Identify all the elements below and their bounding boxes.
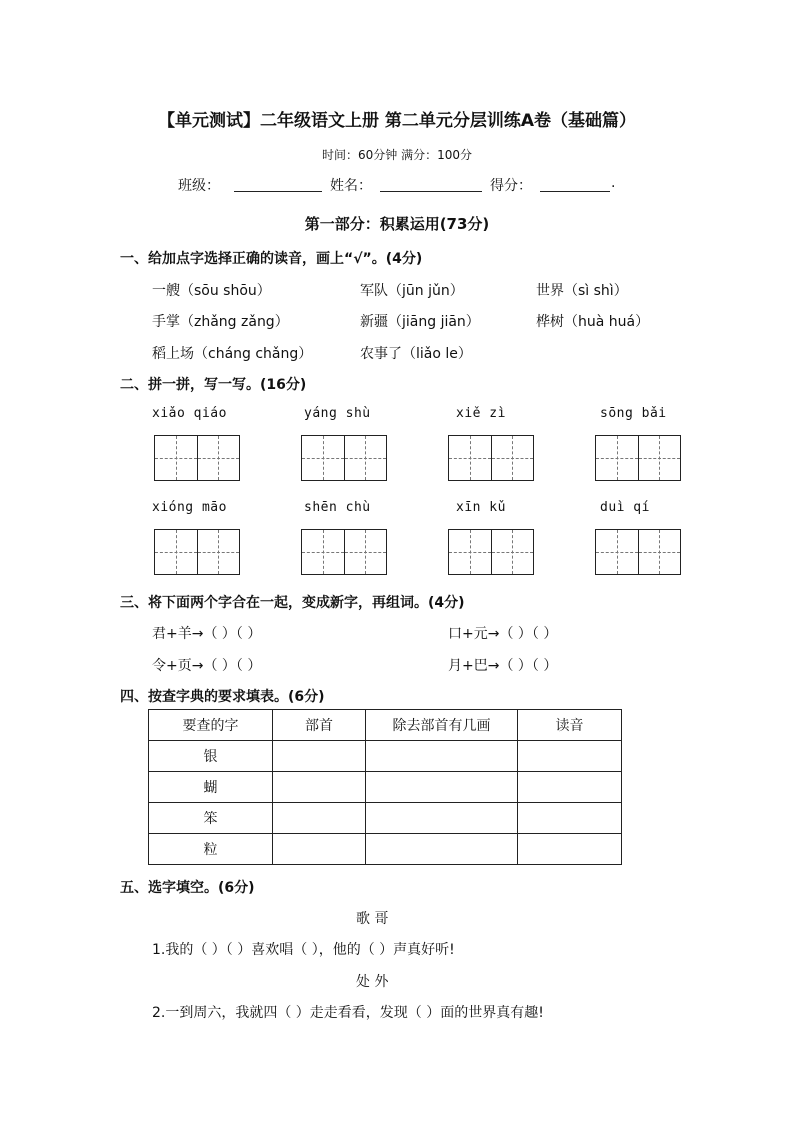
pinyin-prompt: yáng shù [304, 406, 371, 421]
writing-grid[interactable] [154, 435, 240, 481]
pinyin-prompt: duì qí [600, 500, 650, 515]
pinyin-prompt: shēn chù [304, 500, 371, 515]
q3-item[interactable]: 口+元→（ ）（ ） [448, 626, 558, 642]
q3-item[interactable]: 令+页→（ ）（ ） [152, 658, 262, 674]
class-label: 班级： [178, 178, 220, 194]
table-cell-blank[interactable] [518, 834, 622, 865]
name-label: 姓名： [330, 178, 372, 194]
table-cell-blank[interactable] [273, 741, 366, 772]
table-header: 读音 [518, 710, 622, 741]
table-row [149, 834, 622, 865]
table-cell-blank[interactable] [273, 834, 366, 865]
exam-time-info: 时间：60分钟 满分：100分 [322, 148, 472, 162]
end-mark: . [611, 175, 616, 191]
q1-item[interactable]: 农事了（liǎo le） [360, 346, 472, 362]
q5-choices: 歌 哥 [356, 911, 389, 927]
writing-grid[interactable] [595, 529, 681, 575]
pinyin-prompt: sōng bǎi [600, 406, 667, 421]
q4-title: 四、按查字典的要求填表。(6分) [120, 689, 325, 705]
writing-grid[interactable] [448, 435, 534, 481]
table-cell-char: 蝴 [149, 772, 273, 803]
q1-item[interactable]: 新疆（jiāng jiān） [360, 314, 480, 330]
q2-title: 二、拼一拼，写一写。(16分) [120, 377, 307, 393]
table-cell-blank[interactable] [366, 834, 518, 865]
q5-choices: 处 外 [356, 974, 389, 990]
score-blank[interactable] [540, 177, 610, 192]
table-cell-blank[interactable] [366, 741, 518, 772]
pinyin-prompt: xióng māo [152, 500, 227, 515]
class-blank[interactable] [234, 177, 322, 192]
writing-grid[interactable] [301, 529, 387, 575]
q1-item[interactable]: 手掌（zhǎng zǎng） [152, 314, 289, 330]
score-label: 得分： [490, 178, 532, 194]
writing-grid[interactable] [301, 435, 387, 481]
q3-item[interactable]: 君+羊→（ ）（ ） [152, 626, 262, 642]
name-blank[interactable] [380, 177, 482, 192]
table-row [149, 772, 622, 803]
table-cell-char: 银 [149, 741, 273, 772]
q3-item[interactable]: 月+巴→（ ）（ ） [448, 658, 558, 674]
q5-sentence[interactable]: 2.一到周六，我就四（ ）走走看看，发现（ ）面的世界真有趣! [152, 1005, 544, 1021]
pinyin-prompt: xīn kǔ [456, 500, 506, 515]
page-title: 【单元测试】二年级语文上册 第二单元分层训练A卷（基础篇） [157, 111, 637, 131]
q1-item[interactable]: 世界（sì shì） [536, 283, 628, 299]
writing-grid[interactable] [595, 435, 681, 481]
q3-title: 三、将下面两个字合在一起，变成新字，再组词。(4分) [120, 595, 465, 611]
table-cell-char: 粒 [149, 834, 273, 865]
table-header-row [149, 710, 622, 741]
table-cell-blank[interactable] [366, 772, 518, 803]
q5-title: 五、选字填空。(6分) [120, 880, 255, 896]
pinyin-prompt: xiǎo qiáo [152, 406, 227, 421]
q1-item[interactable]: 稻上场（cháng chǎng） [152, 346, 313, 362]
table-cell-char: 笨 [149, 803, 273, 834]
table-cell-blank[interactable] [518, 772, 622, 803]
pinyin-prompt: xiě zì [456, 406, 506, 421]
table-header: 部首 [273, 710, 366, 741]
table-header: 除去部首有几画 [366, 710, 518, 741]
q1-title: 一、给加点字选择正确的读音，画上“√”。(4分) [120, 251, 423, 267]
table-cell-blank[interactable] [518, 741, 622, 772]
part-one-title: 第一部分：积累运用(73分) [304, 215, 490, 233]
q5-sentence[interactable]: 1.我的（ ）（ ）喜欢唱（ ），他的（ ）声真好听! [152, 942, 455, 958]
writing-grid[interactable] [448, 529, 534, 575]
table-cell-blank[interactable] [366, 803, 518, 834]
table-row [149, 741, 622, 772]
table-cell-blank[interactable] [518, 803, 622, 834]
q1-item[interactable]: 桦树（huà huá） [536, 314, 650, 330]
table-cell-blank[interactable] [273, 772, 366, 803]
table-cell-blank[interactable] [273, 803, 366, 834]
table-row [149, 803, 622, 834]
writing-grid[interactable] [154, 529, 240, 575]
q1-item[interactable]: 军队（jūn jǔn） [360, 283, 464, 299]
table-header: 要查的字 [149, 710, 273, 741]
dictionary-table [148, 709, 622, 865]
q1-item[interactable]: 一艘（sōu shōu） [152, 283, 271, 299]
